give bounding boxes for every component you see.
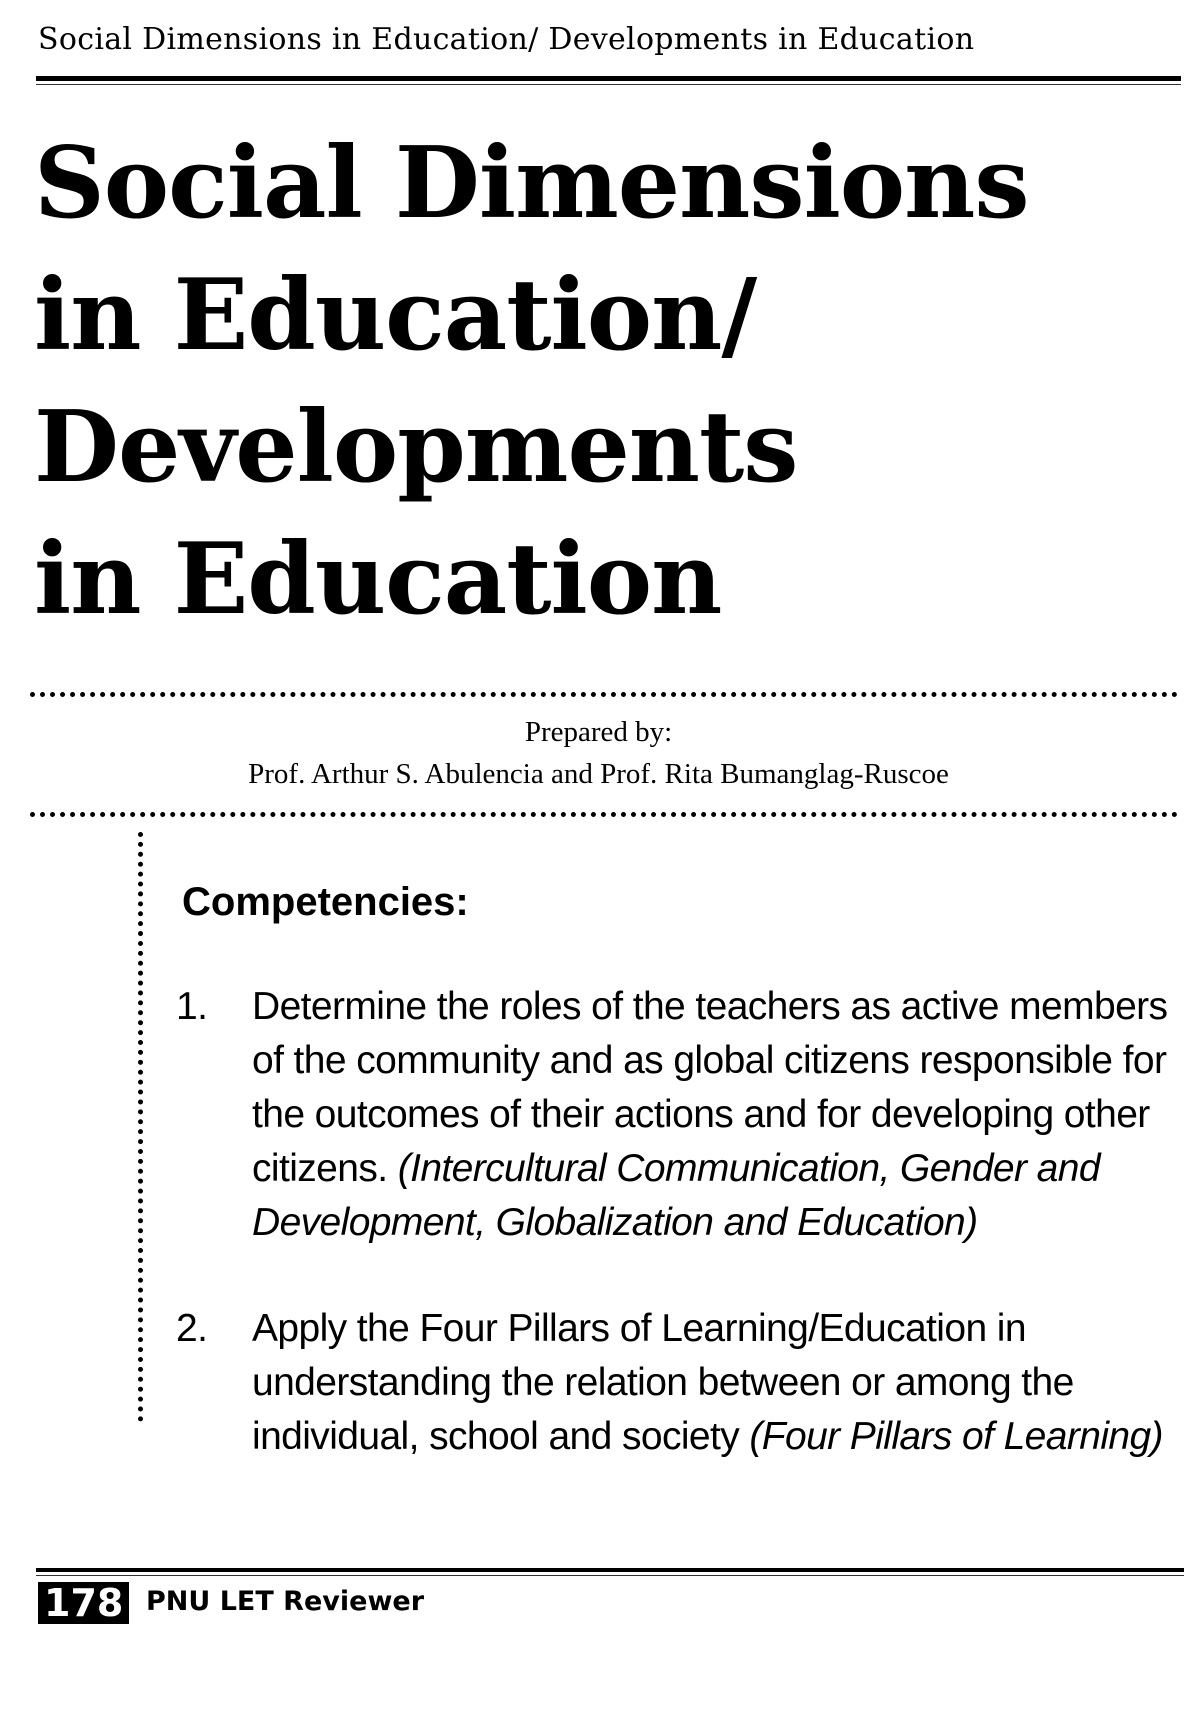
- footer-rule: [36, 1568, 1184, 1572]
- footer-rule-thin: [36, 1575, 1184, 1576]
- chapter-title-line: in Education: [34, 522, 722, 637]
- chapter-title-line: Developments: [34, 390, 798, 505]
- competency-item: [176, 1302, 1176, 1464]
- competencies-list: [176, 980, 1176, 1464]
- competency-number: 2.: [176, 1307, 208, 1350]
- header-rule-thin: [36, 84, 1181, 85]
- competency-text: Determine the roles of the teachers as active members of the community and as global citizens responsible for the outcomes of their actions and for developing other citizens.: [252, 985, 1168, 1190]
- running-head: Social Dimensions in Education/ Developments in Education: [38, 22, 975, 57]
- chapter-title-line: Social Dimensions: [34, 126, 1029, 241]
- competency-item: [176, 980, 1176, 1250]
- chapter-title: [34, 118, 1134, 646]
- competency-text: Apply the Four Pillars of Learning/Education in understanding the relation between or among the individual, school and society: [252, 1307, 1074, 1458]
- competency-number: 1.: [176, 985, 208, 1028]
- book-name: PNU LET Reviewer: [146, 1586, 425, 1617]
- dotted-divider-top: [30, 692, 1178, 697]
- competency-subjects: (Intercultural Communication, Gender and Development, Globalization and Education): [252, 1147, 1100, 1244]
- dotted-divider-bottom: [30, 812, 1178, 817]
- prepared-by-label: Prepared by:: [524, 716, 673, 748]
- page-number: 178: [38, 1582, 129, 1624]
- competencies-heading: Competencies:: [182, 880, 469, 924]
- authors: Prof. Arthur S. Abulencia and Prof. Rita Bumanglag-Ruscoe: [248, 758, 949, 790]
- header-rule: [36, 76, 1181, 81]
- competencies-side-rule: [138, 832, 143, 1422]
- chapter-title-line: in Education/: [34, 258, 757, 373]
- competency-subjects: (Four Pillars of Learning): [749, 1415, 1163, 1458]
